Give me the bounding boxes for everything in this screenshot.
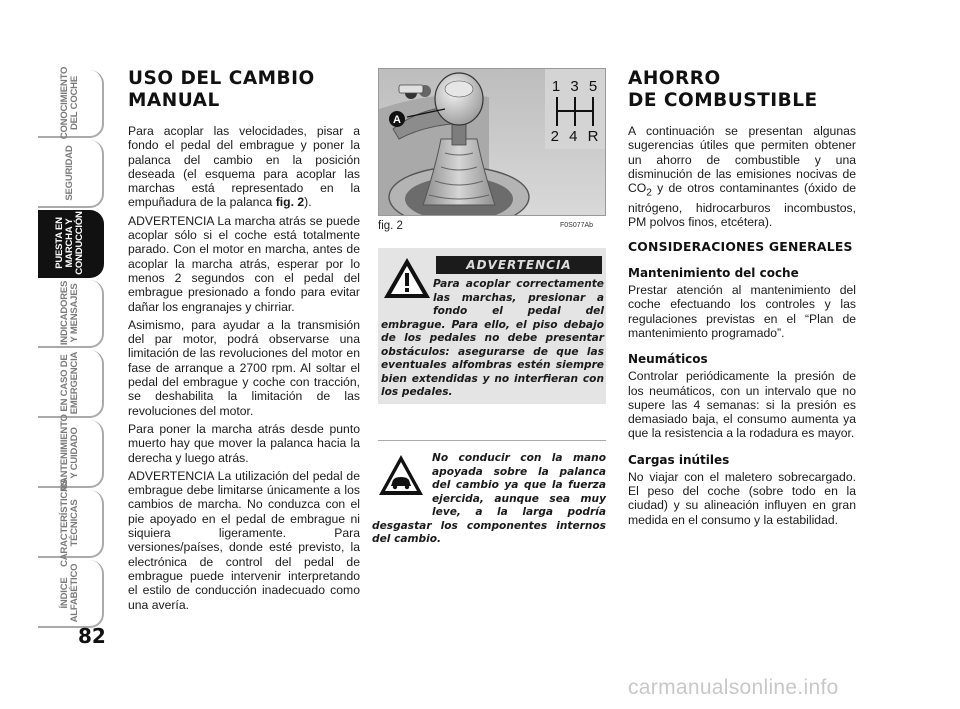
tab-label: CARACTERÍSTICAS TÉCNICAS	[59, 479, 80, 567]
tab-en-caso-de-emergencia[interactable]	[38, 350, 104, 418]
divider	[378, 440, 606, 441]
right-column	[628, 68, 856, 531]
section-title: AHORRO DE COMBUSTIBLE	[628, 68, 818, 111]
tab-label: EN CASO DE EMERGENCIA	[59, 351, 80, 415]
gear-lever-illustration	[379, 69, 606, 216]
car-warning-icon	[378, 454, 424, 496]
watermark: carmanualsonline.info	[628, 676, 839, 699]
tab-mantenimiento[interactable]	[38, 414, 104, 492]
heading-mantenimiento: Mantenimiento del coche	[628, 266, 799, 281]
warning-text: Para acoplar correctamente las marchas, presionar a fondo el pedal del embrague. Para ello, el piso debajo de los pedales no debe presentar obstáculos: asegurarse de que las eventuales alfombras estén siempre bien extendidas y no interfieran con los pedales.	[381, 278, 604, 398]
tab-label: MANTENIMIENTO Y CUIDADO	[59, 414, 80, 492]
gear-lever-figure	[378, 68, 606, 216]
page-number: 82	[78, 624, 106, 648]
heading-neumaticos: Neumáticos	[628, 352, 708, 367]
paragraph: Para acoplar las velocidades, pisar a fondo el pedal del embrague y poner la palanca del cambio en la posición deseada (el esquema para acoplar las marchas está representado en la empuñadura de la palanca fig. 2).	[128, 124, 360, 210]
figure-reference: fig. 2	[275, 195, 305, 210]
tab-label: SEGURIDAD	[64, 145, 75, 201]
paragraph: Asimismo, para ayudar a la transmisión del par motor, podrá observarse una limitación de las revoluciones del motor en fase de arranque a 2700 rpm. Al soltar el pedal del embrague y coche con tracción, se deshabilita la limitación de las revoluciones del motor.	[128, 317, 360, 418]
tab-conocimiento-del-coche[interactable]	[38, 66, 104, 140]
tab-label: ÍNDICE ALFABÉTICO	[59, 563, 80, 623]
paragraph: ADVERTENCIA La utilización del pedal de embrague debe limitarse únicamente a los cambios de marcha. No conduzca con el pie apoyado en el pedal de embrague ni siquiera ligeramente. Para versiones/países, donde esté previsto, la electrónica de control del pedal de embrague puede intervenir interpretando el estilo de conducción inadecuado como una avería.	[128, 468, 360, 612]
tab-label: PUESTA EN MARCHA Y CONDUCCIÓN	[54, 211, 85, 275]
tab-label: INDICADORES Y MENSAJES	[59, 280, 80, 346]
paragraph: Prestar atención al mantenimiento del coche efectuando los controles y las regulaciones previstas en el “Plan de mantenimiento programado”.	[628, 283, 856, 340]
warning-banner: ADVERTENCIA	[436, 256, 602, 274]
paragraph: Para poner la marcha atrás desde punto muerto hay que mover la palanca hacia la derecha y luego atrás.	[128, 421, 360, 465]
paragraph: Controlar periódicamente la presión de los neumáticos, con un intervalo que no supere las 4 semanas: si la presión es demasiado baja, el consumo aumenta ya que la resistencia a la rodadura es mayor.	[628, 369, 856, 441]
figure-code: F0S077Ab	[560, 222, 594, 229]
left-column	[128, 68, 360, 616]
paragraph: A continuación se presentan algunas sugerencias útiles que permiten obtener un ahorro de combustible y una disminución de las emisiones nocivas de $CO_2$ y de otros contaminantes (óxido de nitrógeno, hidrocarburos incombustos, PM polvos finos, etcétera).	[628, 124, 856, 230]
tab-label: CONOCIMIENTO DEL COCHE	[59, 66, 80, 140]
tab-caracteristicas[interactable]	[38, 479, 104, 567]
heading-cargas: Cargas inútiles	[628, 452, 730, 467]
gear-pattern-bottom: 2 4 R	[550, 128, 602, 145]
tab-indice[interactable]	[38, 560, 104, 628]
section-title: USO DEL CAMBIO MANUAL	[128, 68, 315, 111]
subsection-title: CONSIDERACIONES GENERALES	[628, 238, 853, 254]
paragraph: ADVERTENCIA La marcha atrás se puede acoplar sólo si el coche está totalmente parado. Con el motor en marcha, antes de acoplar la marcha atrás, esperar por lo menos 2 segundos con el pedal del embrague presionado a fondo para evitar dañar los engranajes y chirriar.	[128, 213, 360, 314]
gear-pattern-top: 1 3 5	[551, 78, 601, 95]
note-box	[372, 452, 606, 552]
tab-puesta-en-marcha[interactable]	[38, 210, 104, 278]
tab-indicadores[interactable]	[38, 280, 104, 348]
figure-caption: fig. 2	[378, 220, 403, 232]
callout-label: A	[393, 114, 401, 126]
note-text: No conducir con la mano apoyada sobre la palanca del cambio ya que la fuerza ejercida, aunque sea muy leve, a la larga podría desgastar los componentes internos del cambio.	[372, 452, 606, 545]
warning-box	[378, 248, 606, 404]
tab-seguridad[interactable]	[38, 140, 104, 208]
paragraph: No viajar con el maletero sobrecargado. El peso del coche (sobre todo en la ciudad) y su alineación influyen en gran medida en el consumo y la estabilidad.	[628, 469, 856, 527]
